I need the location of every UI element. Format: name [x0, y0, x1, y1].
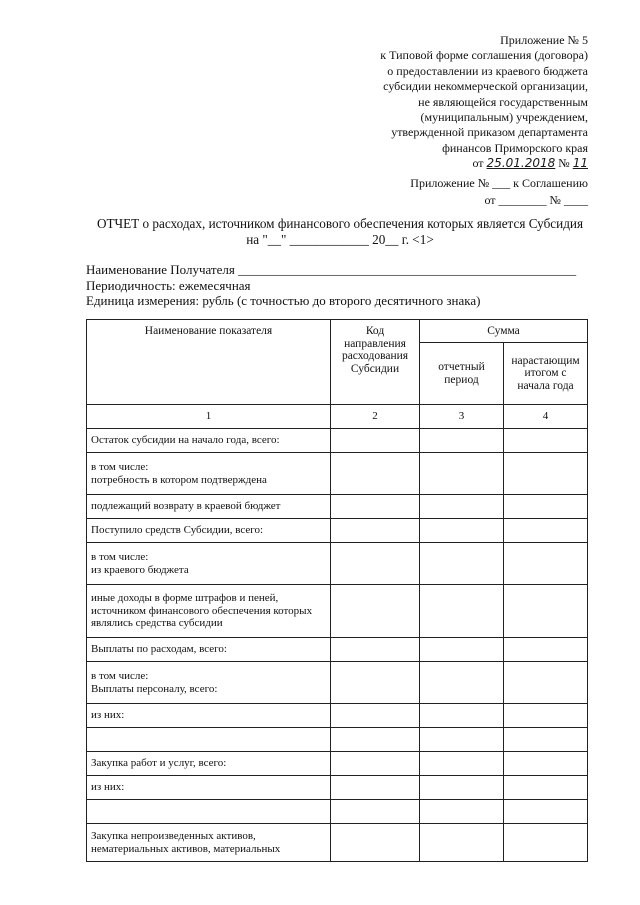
- row-label: в том числе: потребность в котором подтверждена: [87, 453, 331, 495]
- unit-line: Единица измерения: рубль (с точностью до второго десятичного знака): [86, 293, 481, 308]
- annex-line: не являющейся государственным: [418, 94, 588, 109]
- row-label: Закупка работ и услуг, всего:: [87, 752, 331, 776]
- cumulative-cell[interactable]: [504, 585, 588, 638]
- code-cell[interactable]: [331, 800, 420, 824]
- report-title: [60, 216, 620, 247]
- period-cell[interactable]: [420, 800, 504, 824]
- cumulative-cell[interactable]: [504, 429, 588, 453]
- period-cell[interactable]: [420, 638, 504, 662]
- table-row: [87, 495, 588, 519]
- table-row: [87, 585, 588, 638]
- code-cell[interactable]: [331, 453, 420, 495]
- cumulative-cell[interactable]: [504, 453, 588, 495]
- agreement-date-line: от ________ № ____: [484, 193, 588, 207]
- table-row: [87, 776, 588, 800]
- cumulative-cell[interactable]: [504, 752, 588, 776]
- table-row: [87, 638, 588, 662]
- row-label: из них:: [87, 776, 331, 800]
- row-label: Поступило средств Субсидии, всего:: [87, 519, 331, 543]
- agreement-line: Приложение № ___ к Соглашению: [410, 176, 588, 190]
- cumulative-cell[interactable]: [504, 662, 588, 704]
- code-cell[interactable]: [331, 585, 420, 638]
- col-number: 2: [331, 405, 420, 429]
- cumulative-cell[interactable]: [504, 704, 588, 728]
- col-number: 4: [504, 405, 588, 429]
- report-date-line: на "__" ____________ 20__ г. <1>: [246, 231, 434, 247]
- column-numbers-row: [87, 405, 588, 429]
- cumulative-cell[interactable]: [504, 824, 588, 862]
- report-title-line: ОТЧЕТ о расходах, источником финансового обеспечения которых является Субсидия: [96, 216, 584, 231]
- period-cell[interactable]: [420, 728, 504, 752]
- header-code: Код направления расходования Субсидии: [331, 320, 420, 405]
- handwritten-date: 25.01.2018: [486, 156, 556, 171]
- table-header-row: [87, 320, 588, 343]
- table-row: [87, 543, 588, 585]
- number-prefix: №: [558, 156, 570, 171]
- annex-line: к Типовой форме соглашения (договора): [380, 48, 588, 63]
- table-row: [87, 453, 588, 495]
- period-cell[interactable]: [420, 495, 504, 519]
- period-cell[interactable]: [420, 704, 504, 728]
- annex-header: [258, 33, 588, 172]
- code-cell[interactable]: [331, 519, 420, 543]
- row-label: в том числе: Выплаты персоналу, всего:: [87, 662, 331, 704]
- code-cell[interactable]: [331, 638, 420, 662]
- row-label: из них:: [87, 704, 331, 728]
- header-indicator: Наименование показателя: [87, 320, 331, 405]
- row-label: [87, 728, 331, 752]
- row-label: Выплаты по расходам, всего:: [87, 638, 331, 662]
- code-cell[interactable]: [331, 776, 420, 800]
- annex-line: Приложение № 5: [500, 33, 588, 47]
- annex-line: (муниципальным) учреждением,: [420, 110, 588, 125]
- table-row: [87, 728, 588, 752]
- annex-date-line: [258, 156, 588, 171]
- col-number: 3: [420, 405, 504, 429]
- period-cell[interactable]: [420, 585, 504, 638]
- annex-line: о предоставлении из краевого бюджета: [387, 63, 588, 78]
- row-label: иные доходы в форме штрафов и пеней, источником финансового обеспечения которых являлись средства субсидии: [87, 585, 331, 638]
- period-cell[interactable]: [420, 776, 504, 800]
- report-table: [86, 319, 588, 862]
- table-row: [87, 662, 588, 704]
- row-label: Закупка непроизведенных активов, нематериальных активов, материальных: [87, 824, 331, 862]
- table-row: [87, 800, 588, 824]
- table-row: [87, 519, 588, 543]
- cumulative-cell[interactable]: [504, 638, 588, 662]
- code-cell[interactable]: [331, 495, 420, 519]
- code-cell[interactable]: [331, 662, 420, 704]
- cumulative-cell[interactable]: [504, 495, 588, 519]
- cumulative-cell[interactable]: [504, 519, 588, 543]
- period-cell[interactable]: [420, 752, 504, 776]
- row-label: подлежащий возврату в краевой бюджет: [87, 495, 331, 519]
- table-row: [87, 824, 588, 862]
- recipient-line: Наименование Получателя ____________________________________________________: [86, 262, 577, 277]
- period-cell[interactable]: [420, 453, 504, 495]
- code-cell[interactable]: [331, 752, 420, 776]
- cumulative-cell[interactable]: [504, 776, 588, 800]
- header-period: отчетный период: [420, 343, 504, 405]
- annex-line: утвержденной приказом департамента: [391, 125, 588, 140]
- code-cell[interactable]: [331, 728, 420, 752]
- table-row: [87, 752, 588, 776]
- row-label: в том числе: из краевого бюджета: [87, 543, 331, 585]
- period-cell[interactable]: [420, 824, 504, 862]
- header-sum: Сумма: [420, 320, 588, 343]
- period-cell[interactable]: [420, 662, 504, 704]
- period-cell[interactable]: [420, 429, 504, 453]
- table-row: [87, 429, 588, 453]
- code-cell[interactable]: [331, 543, 420, 585]
- row-label: Остаток субсидии на начало года, всего:: [87, 429, 331, 453]
- table-row: [87, 704, 588, 728]
- period-cell[interactable]: [420, 543, 504, 585]
- code-cell[interactable]: [331, 824, 420, 862]
- agreement-annex: [338, 175, 588, 209]
- date-prefix: от: [472, 156, 484, 171]
- code-cell[interactable]: [331, 429, 420, 453]
- handwritten-number: 11: [572, 156, 588, 171]
- period-cell[interactable]: [420, 519, 504, 543]
- periodicity-line: Периодичность: ежемесячная: [86, 277, 251, 293]
- cumulative-cell[interactable]: [504, 728, 588, 752]
- header-cumulative: нарастающим итогом с начала года: [504, 343, 588, 405]
- report-meta: [86, 262, 606, 309]
- cumulative-cell[interactable]: [504, 543, 588, 585]
- code-cell[interactable]: [331, 704, 420, 728]
- col-number: 1: [87, 405, 331, 429]
- annex-line: финансов Приморского края: [442, 140, 588, 155]
- row-label: [87, 800, 331, 824]
- annex-line: субсидии некоммерческой организации,: [383, 79, 588, 94]
- cumulative-cell[interactable]: [504, 800, 588, 824]
